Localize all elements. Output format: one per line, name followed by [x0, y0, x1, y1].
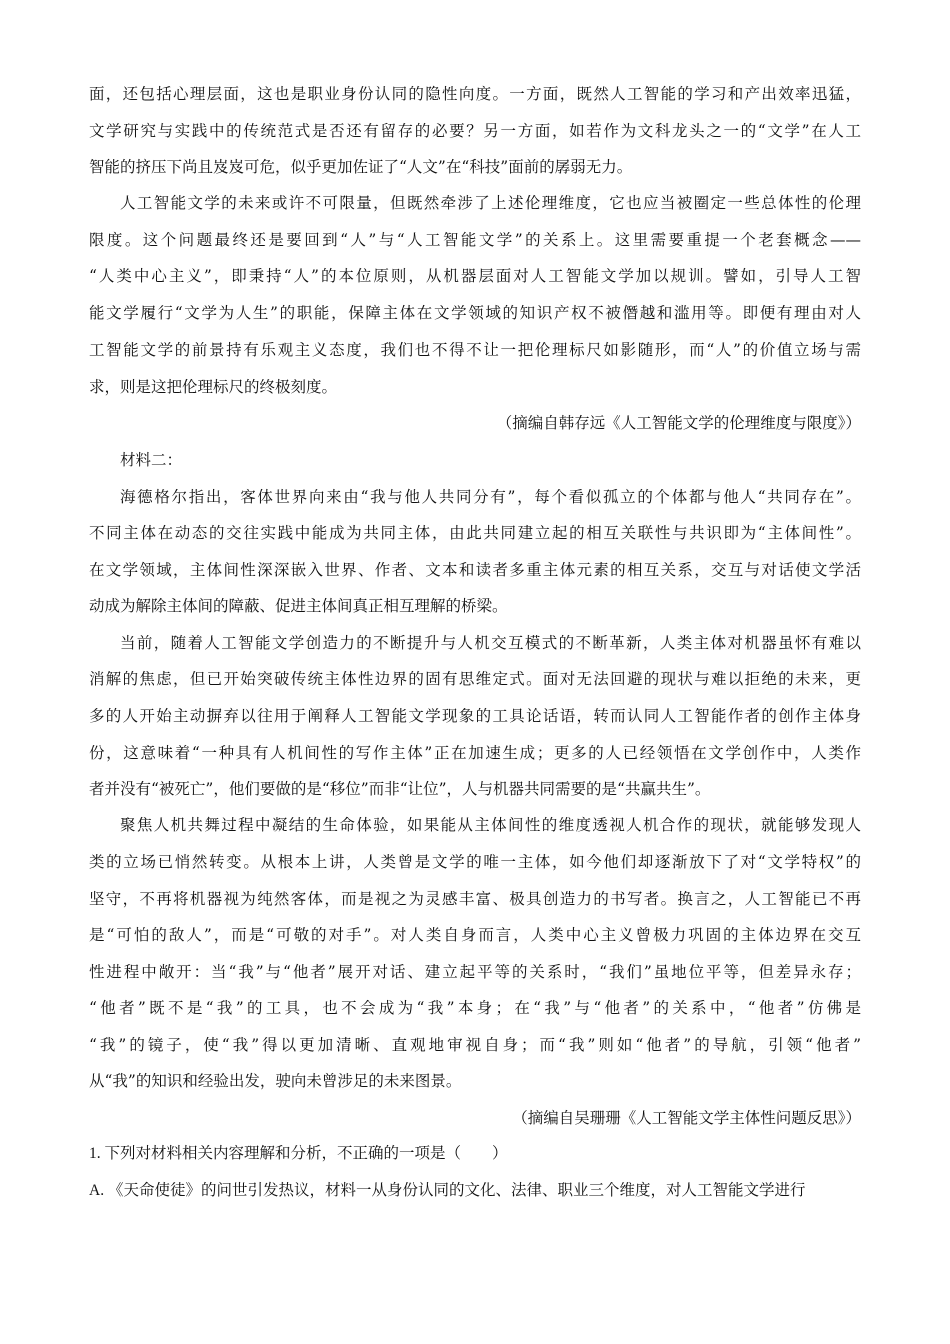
paragraph-5-line-5: 性进程中敞开：当“我”与“他者”展开对话、建立起平等的关系时，“我们”虽地位平等，但差异永存； [89, 963, 861, 981]
paragraph-5-line-1: 聚焦人机共舞过程中凝结的生命体验，如果能从主体间性的维度透视人机合作的现状，就能够发现人 [120, 816, 861, 834]
citation-1: （摘编自韩存远《人工智能文学的伦理维度与限度》） [496, 414, 861, 432]
paragraph-5-line-2: 类的立场已悄然转变。从根本上讲，人类曾是文学的唯一主体，如今他们却逐渐放下了对“文学特权”的 [89, 853, 861, 871]
question-1-option-a: A. 《天命使徒》的问世引发热议，材料一从身份认同的文化、法律、职业三个维度，对人工智能文学进行 [89, 1182, 806, 1199]
paragraph-2-line-1: 人工智能文学的未来或许不可限量，但既然牵涉了上述伦理维度，它也应当被圈定一些总体性的伦理 [120, 194, 861, 212]
paragraph-3-line-3: 在文学领域，主体间性深深嵌入世界、作者、文本和读者多重主体元素的相互关系，交互与对话使文学活 [89, 561, 861, 579]
paragraph-2-line-4: 能文学履行“文学为人生”的职能，保障主体在文学领域的知识产权不被僭越和滥用等。即便有理由对人 [89, 304, 861, 322]
paragraph-3-line-2: 不同主体在动态的交往实践中能成为共同主体，由此共同建立起的相互关联性与共识即为“主体间性”。 [89, 524, 861, 542]
paragraph-5-line-8: 从“我”的知识和经验出发，驶向未曾涉足的未来图景。 [89, 1072, 462, 1090]
paragraph-5-line-7: “我”的镜子，使“我”得以更加清晰、直观地审视自身；而“我”则如“他者”的导航，引领“他者” [89, 1036, 861, 1054]
paragraph-1-line-3: 智能的挤压下尚且岌岌可危，似乎更加佐证了“人文”在“科技”面前的孱弱无力。 [89, 158, 633, 176]
paragraph-4-line-3: 多的人开始主动摒弃以往用于阐释人工智能文学现象的工具论话语，转而认同人工智能作者的创作主体身 [89, 707, 861, 725]
paragraph-2-line-2: 限度。这个问题最终还是要回到“人”与“人工智能文学”的关系上。这里需要重提一个老套概念—— [89, 231, 861, 249]
paragraph-4-line-1: 当前，随着人工智能文学创造力的不断提升与人机交互模式的不断革新，人类主体对机器虽怀有难以 [120, 634, 861, 652]
paragraph-5-line-3: 坚守，不再将机器视为纯然客体，而是视之为灵感丰富、极具创造力的书写者。换言之，人工智能已不再 [89, 890, 861, 908]
paragraph-4-line-4: 份，这意味着“一种具有人机间性的写作主体”正在加速生成；更多的人已经领悟在文学创作中，人类作 [89, 744, 861, 762]
paragraph-4-line-5: 者并没有“被死亡”，他们要做的是“移位”而非“让位”，人与机器共同需要的是“共赢共生”。 [89, 780, 711, 798]
paragraph-5-line-4: 是“可怕的敌人”，而是“可敬的对手”。对人类自身而言，人类中心主义曾极力巩固的主体边界在交互 [89, 926, 861, 944]
paragraph-1-line-2: 文学研究与实践中的传统范式是否还有留存的必要？另一方面，如若作为文科龙头之一的“文学”在人工 [89, 122, 861, 140]
paragraph-2-line-3: “人类中心主义”，即秉持“人”的本位原则，从机器层面对人工智能文学加以规训。譬如，引导人工智 [89, 267, 861, 285]
citation-2: （摘编自吴珊珊《人工智能文学主体性问题反思》） [512, 1109, 861, 1127]
paragraph-3-line-1: 海德格尔指出，客体世界向来由“我与他人共同分有”，每个看似孤立的个体都与他人“共同存在”。 [120, 488, 861, 506]
paragraph-1-line-1: 面，还包括心理层面，这也是职业身份认同的隐性向度。一方面，既然人工智能的学习和产出效率迅猛， [89, 85, 861, 103]
paragraph-5-line-6: “他者”既不是“我”的工具，也不会成为“我”本身；在“我”与“他者”的关系中，“他者”仿佛是 [89, 999, 861, 1017]
paragraph-4-line-2: 消解的焦虑，但已开始突破传统主体性边界的固有思维定式。面对无法回避的现状与难以拒绝的未来，更 [89, 670, 861, 688]
paragraph-2-line-5: 工智能文学的前景持有乐观主义态度，我们也不得不让一把伦理标尺如影随形，而“人”的价值立场与需 [89, 341, 861, 359]
paragraph-3-line-4: 动成为解除主体间的障蔽、促进主体间真正相互理解的桥梁。 [89, 597, 508, 615]
material-2-label: 材料二： [120, 451, 183, 469]
question-1-stem: 1. 下列对材料相关内容理解和分析，不正确的一项是（ ） [89, 1145, 508, 1162]
paragraph-2-line-6: 求，则是这把伦理标尺的终极刻度。 [89, 378, 338, 396]
